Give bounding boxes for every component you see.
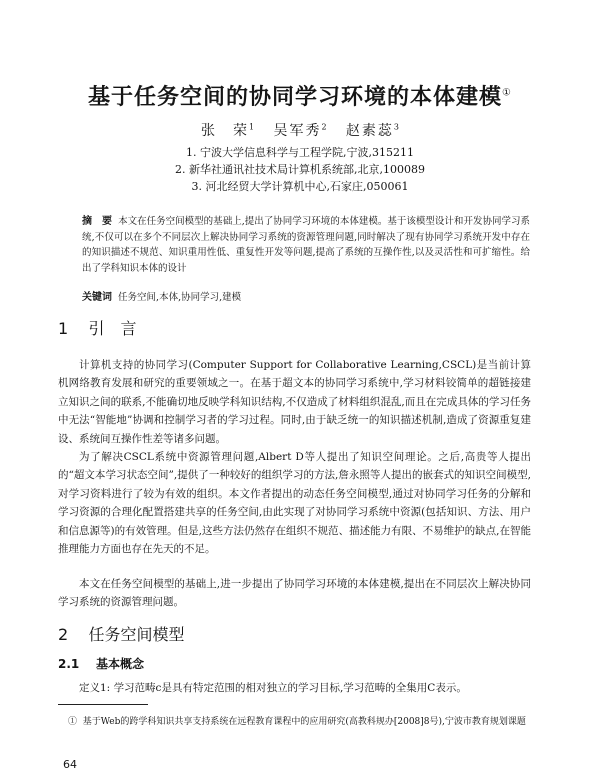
section-number: 1 xyxy=(58,319,69,338)
affiliation-2: 2. 新华社通讯社技术局计算机系统部,北京,100089 xyxy=(175,163,425,176)
section-number: 2 xyxy=(58,625,69,644)
section-2-heading xyxy=(58,622,185,645)
author-name: 赵素蕊 xyxy=(345,123,394,139)
footnote-divider xyxy=(58,704,148,705)
keywords xyxy=(82,290,530,306)
section-title: 任务空间模型 xyxy=(88,625,185,644)
footnote xyxy=(58,716,531,729)
author-line xyxy=(0,120,600,140)
title-footnote-mark: ① xyxy=(502,87,512,99)
keywords-label: 关键词 xyxy=(82,292,112,303)
affiliation-1: 1. 宁波大学信息科学与工程学院,宁波,315211 xyxy=(186,146,414,159)
author-affiliation-mark: 2 xyxy=(321,122,327,132)
definition-1 xyxy=(58,679,531,697)
subsection-number: 2.1 xyxy=(58,657,80,671)
author-name: 吴军秀 xyxy=(273,123,322,139)
section-title: 引 言 xyxy=(88,319,137,338)
body-paragraph-3: 本文在任务空间模型的基础上,进一步提出了协同学习环境的本体建模,提出在不同层次上解决协同学习系统的资源管理问题。 xyxy=(58,578,531,609)
affiliation-3: 3. 河北经贸大学计算机中心,石家庄,050061 xyxy=(191,180,409,193)
abstract-label: 摘 要 xyxy=(82,216,113,227)
footnote-text: 基于Web的跨学科知识共享支持系统在远程教育课程中的应用研究(高教科规办[2008]8号),宁波市教育规划课题 xyxy=(82,717,526,727)
author-name: 张 荣 xyxy=(201,123,249,139)
definition-label: 定义1: xyxy=(79,682,111,694)
body-paragraph-2: 为了解决CSCL系统中资源管理问题,Albert D等人提出了知识空间理论。之后,高贵等人提出的“超文本学习状态空间”,提供了一种较好的组织学习的方法,詹永照等人提出的嵌套式的知识空间模型,对学习资料进行了较为有效的组织。本文作者提出的动态任务空间模型,通过对协同学习任务的分解和学习资源的合理化配置搭建共享的任务空间,由此实现了对协同学习系统中资源(包括知识、方法、用户和信息源等)的有效管理。但是,这些方法仍然存在组织不规范、描述能力有限、不易维护的缺点,在智能推理能力方面也存在先天的不足。 xyxy=(58,451,531,556)
author-affiliation-mark: 1 xyxy=(249,122,255,132)
section-1-heading xyxy=(58,316,137,339)
keywords-text: 任务空间,本体,协同学习,建模 xyxy=(118,292,242,303)
definition-text: 学习范畴c是具有特定范围的相对独立的学习目标,学习范畴的全集用C表示。 xyxy=(113,682,467,694)
paper-title: 基于任务空间的协同学习环境的本体建模① xyxy=(88,85,512,110)
footnote-mark: ① xyxy=(68,717,78,727)
abstract-text: 本文在任务空间模型的基础上,提出了协同学习环境的本体建模。基于该模型设计和开发协同学习系统,不仅可以在多个不同层次上解决协同学习系统的资源管理问题,同时解决了现有协同学习系统开发中存在的知识描述不规范、知识重用性低、重复性开发等问题,提高了系统的互操作性,以及灵活性和可扩缩性。给出了学科知识本体的设计 xyxy=(82,216,530,274)
abstract xyxy=(82,214,530,276)
subsection-title: 基本概念 xyxy=(95,657,144,671)
body-paragraph-1: 计算机支持的协同学习(Computer Support for Collaborative Learning,CSCL)是当前计算机网络教育发展和研究的重要领域之一。在基于超文本的协同学习系统中,学习材料铰简单的超链接建立知识之间的联系,不能确切地反映学科知识结构,不仅造成了材料组织混乱,而且在完成具体的学习任务中无法“智能地”协调和控制学习者的学习过程。同时,由于缺乏统一的知识描述机制,造成了资源重复建设、系统间互操作性差等诸多问题。 xyxy=(58,359,531,445)
subsection-2-1-heading xyxy=(58,655,144,672)
page-number: 64 xyxy=(63,758,77,771)
author-affiliation-mark: 3 xyxy=(393,122,399,132)
